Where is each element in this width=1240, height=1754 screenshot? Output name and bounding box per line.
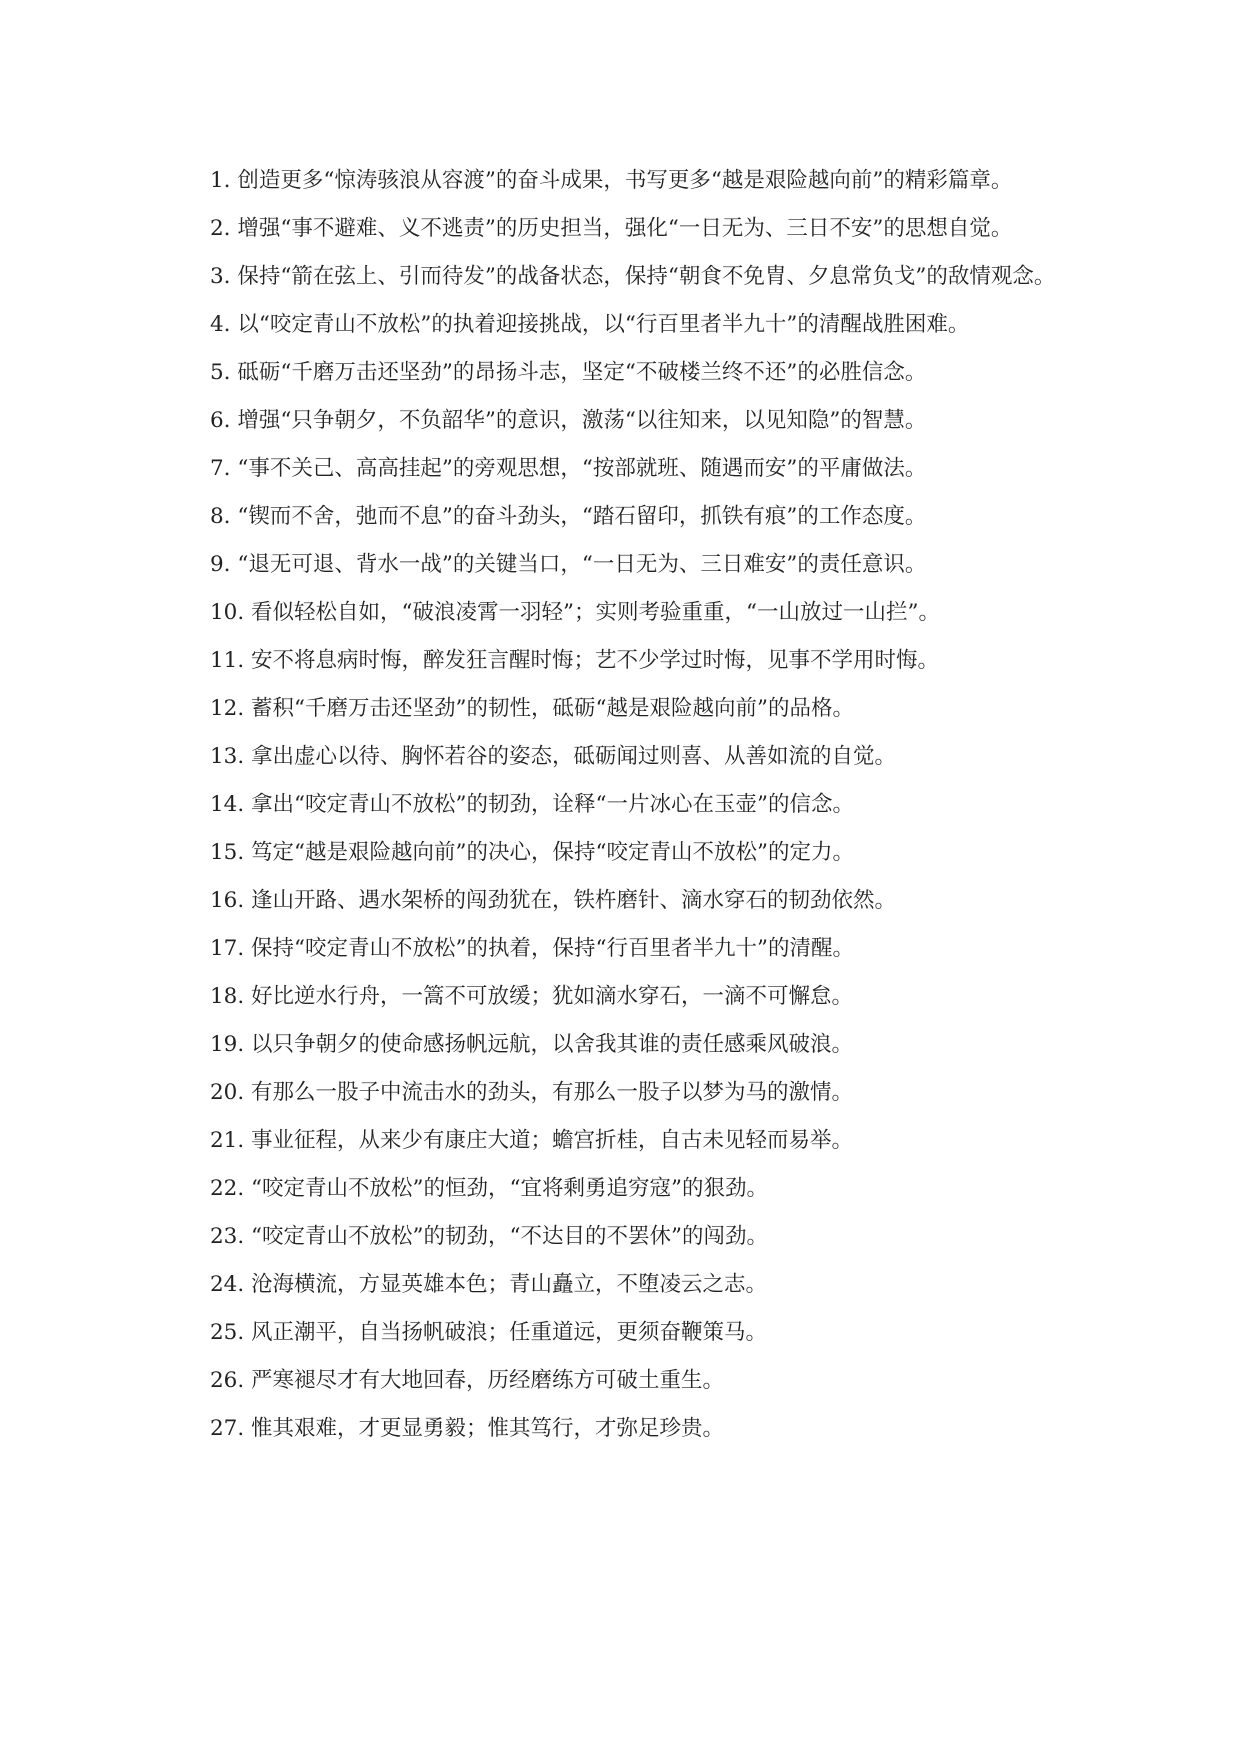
list-item: 23. “咬定青山不放松”的韧劲，“不达目的不罢休”的闯劲。 bbox=[210, 1224, 768, 1249]
list-item: 13. 拿出虚心以待、胸怀若谷的姿态，砥砺闻过则喜、从善如流的自觉。 bbox=[210, 744, 897, 769]
list-item: 15. 笃定“越是艰险越向前”的决心，保持“咬定青山不放松”的定力。 bbox=[210, 840, 854, 865]
list-item: 8. “锲而不舍，弛而不息”的奋斗劲头，“踏石留印，抓铁有痕”的工作态度。 bbox=[210, 504, 927, 529]
list-item: 1. 创造更多“惊涛骇浪从容渡”的奋斗成果，书写更多“越是艰险越向前”的精彩篇章。 bbox=[210, 168, 1013, 193]
list-item: 4. 以“咬定青山不放松”的执着迎接挑战，以“行百里者半九十”的清醒战胜困难。 bbox=[210, 312, 970, 337]
list-item: 20. 有那么一股子中流击水的劲头，有那么一股子以梦为马的激情。 bbox=[210, 1080, 854, 1105]
list-item: 27. 惟其艰难，才更显勇毅；惟其笃行，才弥足珍贵。 bbox=[210, 1416, 725, 1441]
list-item: 5. 砥砺“千磨万击还坚劲”的昂扬斗志，坚定“不破楼兰终不还”的必胜信念。 bbox=[210, 360, 927, 385]
list-item: 19. 以只争朝夕的使命感扬帆远航，以舍我其谁的责任感乘风破浪。 bbox=[210, 1032, 854, 1057]
list-item: 26. 严寒褪尽才有大地回春，历经磨练方可破土重生。 bbox=[210, 1368, 725, 1393]
list-item: 11. 安不将息病时悔，醉发狂言醒时悔；艺不少学过时悔，见事不学用时悔。 bbox=[210, 648, 940, 673]
list-item: 21. 事业征程，从来少有康庄大道；蟾宫折桂，自古未见轻而易举。 bbox=[210, 1128, 854, 1153]
list-item: 17. 保持“咬定青山不放松”的执着，保持“行百里者半九十”的清醒。 bbox=[210, 936, 854, 961]
list-item: 6. 增强“只争朝夕，不负韶华”的意识，激荡“以往知来，以见知隐”的智慧。 bbox=[210, 408, 927, 433]
list-item: 24. 沧海横流，方显英雄本色；青山矗立，不堕凌云之志。 bbox=[210, 1272, 768, 1297]
list-item: 18. 好比逆水行舟，一篙不可放缓；犹如滴水穿石，一滴不可懈怠。 bbox=[210, 984, 854, 1009]
list-item: 22. “咬定青山不放松”的恒劲，“宜将剩勇追穷寇”的狠劲。 bbox=[210, 1176, 768, 1201]
list-item: 9. “退无可退、背水一战”的关键当口，“一日无为、三日难安”的责任意识。 bbox=[210, 552, 927, 577]
list-item: 3. 保持“箭在弦上、引而待发”的战备状态，保持“朝食不免胄、夕息常负戈”的敌情观念。 bbox=[210, 264, 1056, 289]
list-item: 25. 风正潮平，自当扬帆破浪；任重道远，更须奋鞭策马。 bbox=[210, 1320, 768, 1345]
list-item: 16. 逢山开路、遇水架桥的闯劲犹在，铁杵磨针、滴水穿石的韧劲依然。 bbox=[210, 888, 897, 913]
list-item: 7. “事不关己、高高挂起”的旁观思想，“按部就班、随遇而安”的平庸做法。 bbox=[210, 456, 927, 481]
list-item: 10. 看似轻松自如，“破浪凌霄一羽轻”；实则考验重重，“一山放过一山拦”。 bbox=[210, 600, 940, 625]
list-item: 14. 拿出“咬定青山不放松”的韧劲，诠释“一片冰心在玉壶”的信念。 bbox=[210, 792, 854, 817]
list-item: 2. 增强“事不避难、义不逃责”的历史担当，强化“一日无为、三日不安”的思想自觉。 bbox=[210, 216, 1013, 241]
document-body bbox=[162, 164, 1092, 1460]
list-item: 12. 蓄积“千磨万击还坚劲”的韧性，砥砺“越是艰险越向前”的品格。 bbox=[210, 696, 854, 721]
